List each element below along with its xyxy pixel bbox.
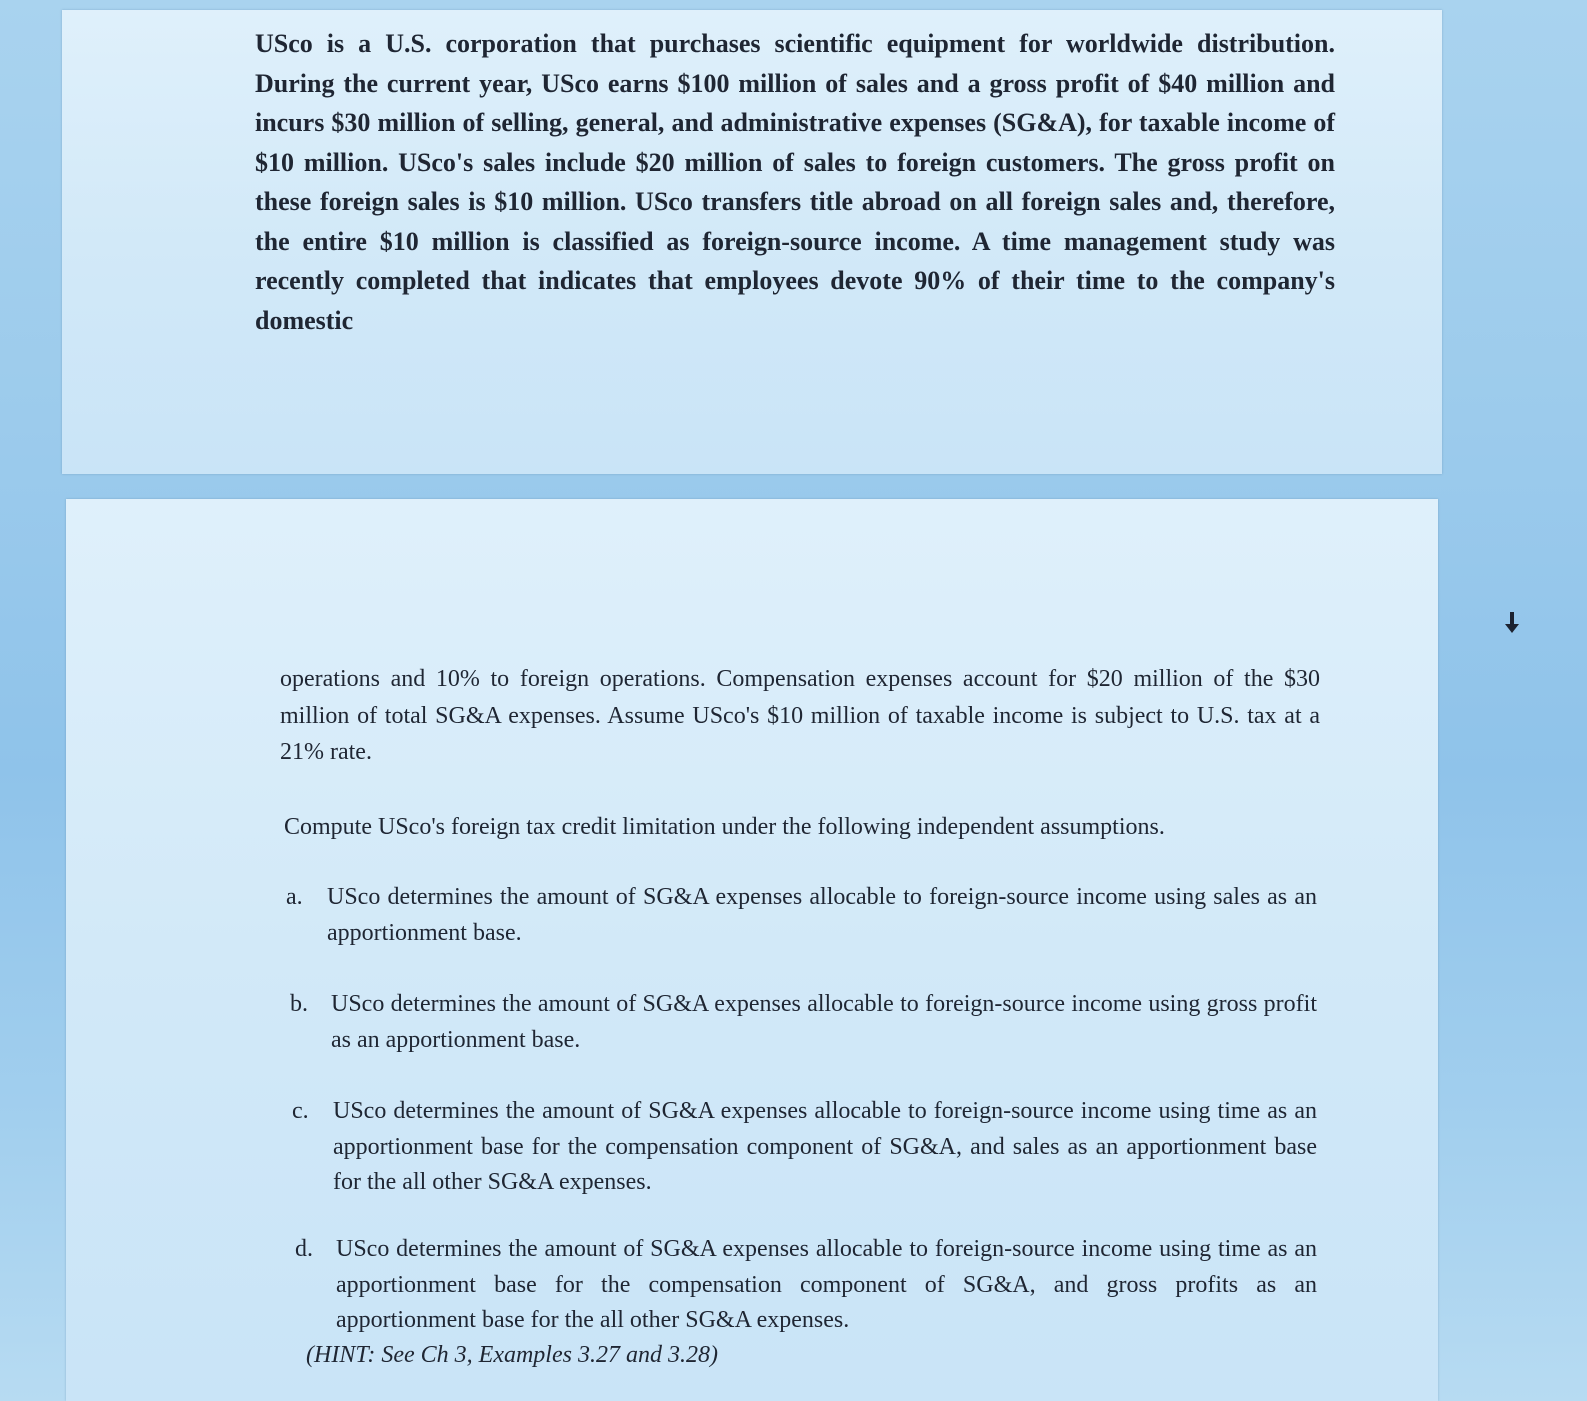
list-item-text: USco determines the amount of SG&A expenses allocable to foreign-source income using time as an apportionment base for the compensation component of SG&A, and sales as an apportionment base for the all other SG&A expenses. xyxy=(333,1098,1317,1195)
list-item-marker: c. xyxy=(292,1098,309,1124)
list-item xyxy=(295,1232,1317,1339)
arrow-down-icon[interactable] xyxy=(1502,610,1522,636)
problem-panel-bottom xyxy=(66,499,1438,1401)
problem-intro-text: USco is a U.S. corporation that purchases scientific equipment for worldwide distribution. During the current year, USco earns $100 million of sales and a gross profit of $40 million and incurs $30 million of selling, general, and administrative expenses (SG&A), for taxable income of $10 million. USco's sales include $20 million of sales to foreign customers. The gross profit on these foreign sales is $10 million. USco transfers title abroad on all foreign sales and, therefore, the entire $10 million is classified as foreign-source income. A time management study was recently completed that indicates that employees devote 90% of their time to the company's domestic xyxy=(255,29,1335,335)
list-item-marker: a. xyxy=(286,884,303,910)
list-item-text: USco determines the amount of SG&A expenses allocable to foreign-source income using gross profit as an apportionment base. xyxy=(331,991,1317,1053)
list-item xyxy=(290,987,1317,1058)
list-item-text: USco determines the amount of SG&A expenses allocable to foreign-source income using sales as an apportionment base. xyxy=(327,884,1317,946)
list-item-text: USco determines the amount of SG&A expenses allocable to foreign-source income using time as an apportionment base for the compensation component of SG&A, and gross profits as an apportionment base for the all other SG&A expenses. xyxy=(336,1236,1317,1333)
problem-continued-text: operations and 10% to foreign operations. Compensation expenses account for $20 million of the $30 million of total SG&A expenses. Assume USco's $10 million of taxable income is subject to U.S. tax at a 21% rate. xyxy=(280,666,1320,765)
list-item xyxy=(292,1094,1317,1201)
list-item xyxy=(286,880,1317,951)
list-item-marker: d. xyxy=(295,1236,313,1262)
list-item-marker: b. xyxy=(290,991,308,1017)
problem-panel-top xyxy=(62,10,1442,474)
hint-text: (HINT: See Ch 3, Examples 3.27 and 3.28) xyxy=(306,1342,718,1368)
problem-instruction: Compute USco's foreign tax credit limitation under the following independent assumptions. xyxy=(284,814,1165,840)
